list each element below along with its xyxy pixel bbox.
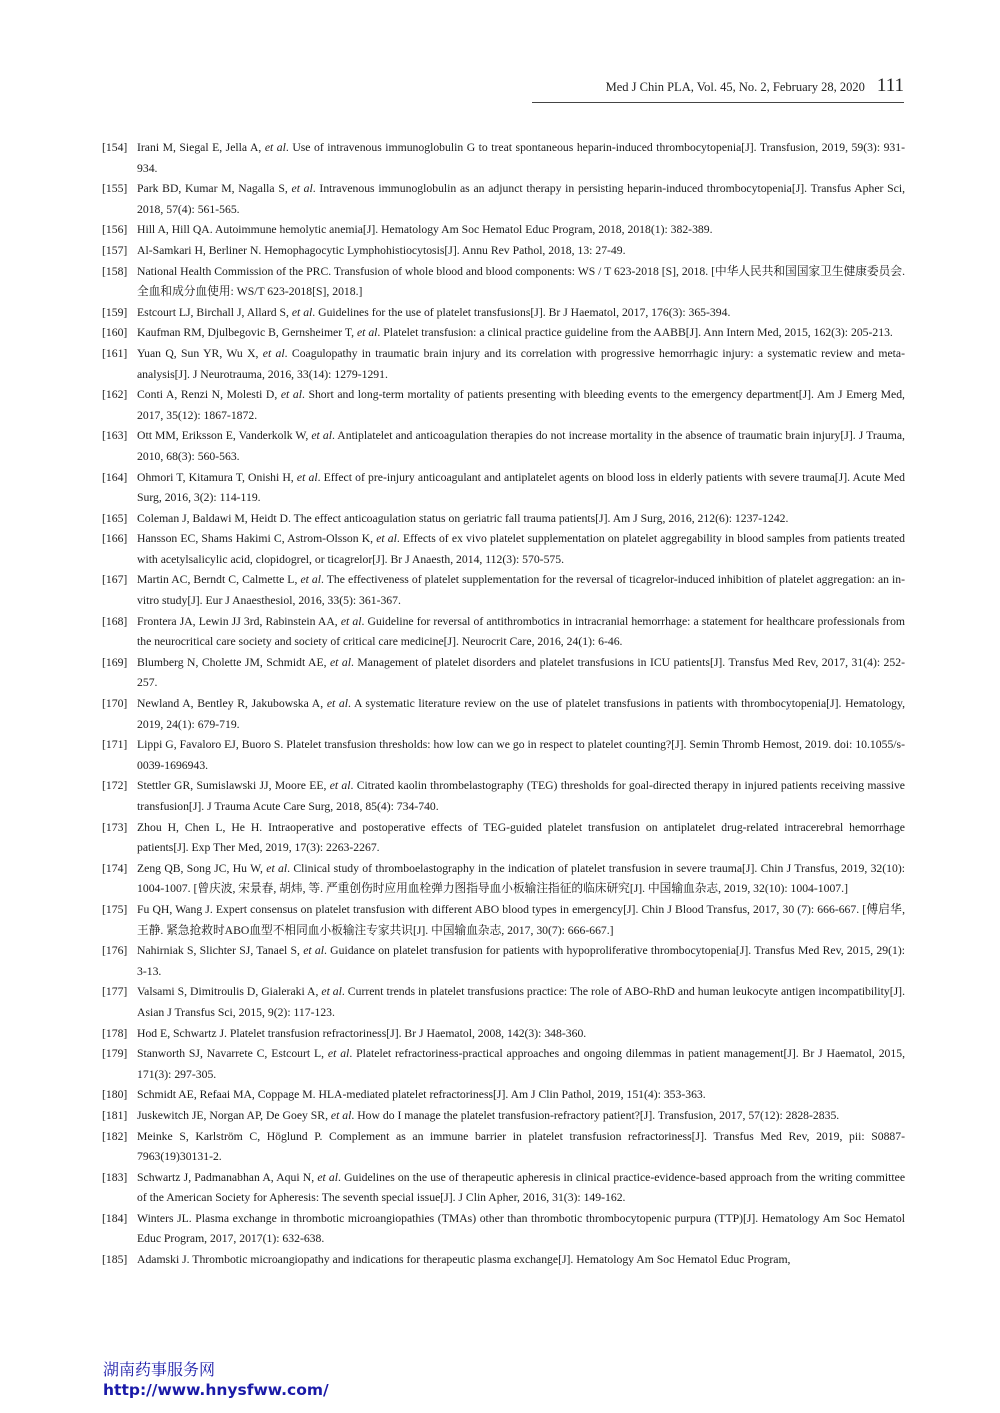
reference-list bbox=[102, 138, 905, 1271]
reference-text-main: Al-Samkari H, Berliner N. Hemophagocytic Lymphohistiocytosis[J]. Annu Rev Pathol, 2018, 13: 27-49. bbox=[137, 243, 626, 257]
reference-et-al: et al bbox=[330, 1108, 352, 1122]
reference-text-rest: . Antiplatelet and anticoagulation therapies do not increase mortality in the absence of traumatic brain injury[J]. J Trauma, 2010, 68(3): 560-563. bbox=[137, 429, 905, 463]
reference-number: [156] bbox=[102, 223, 128, 237]
reference-text bbox=[137, 220, 905, 241]
reference-item bbox=[102, 468, 905, 509]
reference-text bbox=[137, 1127, 905, 1168]
reference-number: [179] bbox=[102, 1047, 128, 1061]
reference-et-al: et al bbox=[291, 182, 313, 196]
reference-text-rest: . Guidelines on the use of therapeutic apheresis in clinical practice-evidence-based approach from the writing committee of the American Society for Apheresis: The seventh special issue[J]. J Clin Apher, 2016, 31(3): 149-162. bbox=[137, 1170, 906, 1205]
reference-item bbox=[102, 1044, 905, 1085]
reference-text bbox=[137, 653, 905, 694]
reference-text bbox=[137, 900, 905, 941]
reference-text-rest: . Intravenous immunoglobulin as an adjunct therapy in persisting heparin-induced thrombocytopenia[J]. Transfus Apher Sci, 2018, 57(4): 561-565. bbox=[137, 182, 905, 216]
reference-et-al: et al bbox=[340, 614, 362, 628]
reference-number: [174] bbox=[102, 861, 128, 875]
reference-text bbox=[137, 303, 905, 324]
reference-et-al: et al bbox=[291, 305, 313, 319]
reference-text-rest: . Management of platelet disorders and platelet transfusions in ICU patients[J]. Transfus Med Rev, 2017, 31(4): 252-257. bbox=[137, 655, 905, 690]
reference-number: [165] bbox=[102, 511, 128, 525]
reference-text-main: Stettler GR, Sumislawski JJ, Moore EE, bbox=[137, 779, 330, 793]
reference-text-main: National Health Commission of the PRC. Transfusion of whole blood and blood components: WS / T 623-2018 [S], 2018. [中华人民共和国国家卫生健康委员会. 全血和成分血使用: WS/T 623-2018[S], 2018.] bbox=[137, 264, 905, 299]
reference-text-main: Kaufman RM, Djulbegovic B, Gernsheimer T, bbox=[137, 326, 357, 340]
reference-number: [177] bbox=[102, 985, 128, 999]
reference-text-main: Frontera JA, Lewin JJ 3rd, Rabinstein AA, bbox=[137, 614, 341, 628]
reference-number: [161] bbox=[102, 346, 128, 360]
reference-item bbox=[102, 344, 905, 385]
reference-text bbox=[137, 612, 905, 653]
reference-text-main: Yuan Q, Sun YR, Wu X, bbox=[137, 346, 263, 360]
reference-text bbox=[137, 982, 905, 1023]
reference-item bbox=[102, 653, 905, 694]
reference-number: [167] bbox=[102, 573, 128, 587]
reference-item bbox=[102, 1209, 905, 1250]
reference-text bbox=[137, 1085, 905, 1106]
reference-number: [162] bbox=[102, 388, 128, 402]
reference-number: [170] bbox=[102, 697, 128, 711]
reference-et-al: et al bbox=[327, 1047, 350, 1061]
reference-text-rest: . Platelet transfusion: a clinical practice guideline from the AABB[J]. Ann Intern Med, 2015, 162(3): 205-213. bbox=[377, 326, 893, 340]
reference-text-main: Schmidt AE, Refaai MA, Coppage M. HLA-mediated platelet refractoriness[J]. Am J Clin Pathol, 2019, 151(4): 353-363. bbox=[137, 1088, 706, 1102]
reference-text-main: Martin AC, Berndt C, Calmette L, bbox=[137, 573, 301, 587]
reference-text-rest: . Current trends in platelet transfusions practice: The role of ABO-RhD and human leukocyte antigen incompatibility[J]. Asian J Transfus Sci, 2015, 9(2): 117-123. bbox=[137, 985, 905, 1019]
reference-text bbox=[137, 1168, 905, 1209]
reference-et-al: et al bbox=[311, 429, 332, 443]
reference-text-main: Hill A, Hill QA. Autoimmune hemolytic anemia[J]. Hematology Am Soc Hematol Educ Program, 2018, 2018(1): 382-389. bbox=[137, 223, 713, 237]
reference-item bbox=[102, 982, 905, 1023]
reference-text-main: Zeng QB, Song JC, Hu W, bbox=[137, 861, 267, 875]
reference-et-al: et al bbox=[376, 532, 397, 546]
reference-item bbox=[102, 612, 905, 653]
reference-text-rest: . Guidelines for the use of platelet transfusions[J]. Br J Haematol, 2017, 176(3): 365-394. bbox=[312, 305, 731, 319]
reference-number: [160] bbox=[102, 326, 128, 340]
reference-text bbox=[137, 1024, 905, 1045]
reference-et-al: et al bbox=[296, 470, 318, 484]
watermark bbox=[103, 1360, 329, 1400]
reference-text-main: Hod E, Schwartz J. Platelet transfusion refractoriness[J]. Br J Haematol, 2008, 142(3): 348-360. bbox=[137, 1026, 587, 1040]
page-header bbox=[532, 72, 904, 103]
reference-text bbox=[137, 818, 905, 859]
reference-item bbox=[102, 303, 905, 324]
reference-text-main: Schwartz J, Padmanabhan A, Aqui N, bbox=[137, 1170, 318, 1184]
reference-number: [175] bbox=[102, 902, 128, 916]
reference-text-rest: . Guideline for reversal of antithrombotics in intracranial hemorrhage: a statement for healthcare professionals from the neurocritical care society and society of critical care medicine[J]. Neurocrit Care, 2016, 24(1): 6-46. bbox=[137, 614, 906, 649]
reference-text bbox=[137, 570, 905, 611]
reference-text bbox=[137, 509, 905, 530]
reference-item bbox=[102, 509, 905, 530]
reference-et-al: et al bbox=[321, 985, 342, 999]
reference-et-al: et al bbox=[330, 655, 351, 669]
reference-item bbox=[102, 323, 905, 344]
reference-text-rest: . How do I manage the platelet transfusion-refractory patient?[J]. Transfusion, 2017, 57(12): 2828-2835. bbox=[351, 1108, 840, 1122]
reference-et-al: et al bbox=[303, 944, 324, 958]
reference-text-rest: . Coagulopathy in traumatic brain injury and its correlation with progressive hemorrhagic injury: a systematic review and meta-analysis[J]. J Neurotrauma, 2016, 33(14): 1279-1291. bbox=[137, 346, 905, 381]
reference-item bbox=[102, 385, 905, 426]
reference-item bbox=[102, 529, 905, 570]
reference-text-main: Newland A, Bentley R, Jakubowska A, bbox=[137, 697, 327, 711]
reference-text-rest: . Use of intravenous immunoglobulin G to treat spontaneous heparin-induced thrombocytopenia[J]. Transfusion, 2019, 59(3): 931-934. bbox=[137, 141, 905, 175]
reference-text bbox=[137, 694, 905, 735]
reference-number: [158] bbox=[102, 264, 128, 278]
journal-info: Med J Chin PLA, Vol. 45, No. 2, February 28, 2020 bbox=[605, 80, 865, 94]
reference-text bbox=[137, 468, 905, 509]
reference-number: [182] bbox=[102, 1129, 128, 1143]
reference-et-al: et al bbox=[300, 573, 322, 587]
reference-item bbox=[102, 241, 905, 262]
reference-number: [166] bbox=[102, 532, 128, 546]
reference-text-rest: . Platelet refractoriness-practical approaches and ongoing dilemmas in patient management[J]. Br J Haematol, 2015, 171(3): 297-305. bbox=[137, 1047, 905, 1081]
reference-number: [183] bbox=[102, 1170, 128, 1184]
reference-text-main: Nahirniak S, Slichter SJ, Tanael S, bbox=[137, 944, 304, 958]
reference-et-al: et al bbox=[329, 779, 351, 793]
reference-et-al: et al bbox=[280, 388, 302, 402]
reference-text-rest: . Effect of pre-injury anticoagulant and antiplatelet agents on blood loss in elderly patients with severe trauma[J]. Acute Med Surg, 2016, 3(2): 114-119. bbox=[137, 470, 905, 505]
reference-text bbox=[137, 735, 905, 776]
reference-text-rest: . Short and long-term mortality of patients presenting with bleeding events to the emergency department[J]. Am J Emerg Med, 2017, 35(12): 1867-1872. bbox=[137, 388, 905, 422]
reference-text bbox=[137, 426, 905, 467]
reference-text bbox=[137, 1044, 905, 1085]
reference-number: [159] bbox=[102, 305, 128, 319]
reference-number: [154] bbox=[102, 141, 128, 154]
reference-text bbox=[137, 241, 905, 262]
reference-text-rest: . Effects of ex vivo platelet supplementation on platelet aggregability in blood samples from patients treated with acetylsalicylic acid, clopidogrel, or ticagrelor[J]. Br J Anaesth, 2014, 112(3): 570-575. bbox=[137, 532, 905, 566]
reference-text-rest: . Citrated kaolin thrombelastography (TEG) thresholds for goal-directed therapy in injured patients receiving massive transfusion[J]. J Trauma Acute Care Surg, 2018, 85(4): 734-740. bbox=[137, 779, 905, 813]
reference-text-rest: . Clinical study of thromboelastography in the indication of platelet transfusion in severe trauma[J]. Chin J Transfus, 2019, 32(10): 1004-1007. [曾庆波, 宋景春, 胡炜, 等. 严重创伤时应用血栓弹力图指导血小板输注指征的临床研究[J]. 中国输血杂志, 2019, 32(10): 1004-1007.] bbox=[137, 861, 905, 896]
page-number: 111 bbox=[876, 75, 904, 96]
reference-text-rest: . Guidance on platelet transfusion for patients with hypoproliferative thrombocytopenia[J]. Transfus Med Rev, 2015, 29(1): 3-13. bbox=[137, 944, 905, 978]
reference-number: [157] bbox=[102, 243, 128, 257]
reference-text-main: Lippi G, Favaloro EJ, Buoro S. Platelet transfusion thresholds: how low can we go in respect to platelet counting?[J]. Semin Thromb Hemost, 2019. doi: 10.1055/s-0039-1696943. bbox=[137, 738, 905, 772]
reference-number: [184] bbox=[102, 1211, 128, 1225]
reference-text bbox=[137, 1209, 905, 1250]
reference-et-al: et al bbox=[266, 861, 288, 875]
reference-item bbox=[102, 426, 905, 467]
reference-item bbox=[102, 1085, 905, 1106]
reference-number: [168] bbox=[102, 614, 128, 628]
reference-number: [155] bbox=[102, 182, 128, 196]
reference-item bbox=[102, 859, 905, 900]
reference-text bbox=[137, 776, 905, 817]
reference-item bbox=[102, 1106, 905, 1127]
reference-text-main: Blumberg N, Cholette JM, Schmidt AE, bbox=[137, 655, 330, 669]
reference-text-rest: . A systematic literature review on the use of platelet transfusions in patients with thrombocytopenia[J]. Hematology, 2019, 24(1): 679-719. bbox=[137, 697, 906, 731]
reference-number: [172] bbox=[102, 779, 128, 793]
reference-item bbox=[102, 818, 905, 859]
reference-item bbox=[102, 941, 905, 982]
reference-number: [176] bbox=[102, 944, 128, 958]
reference-text bbox=[137, 529, 905, 570]
reference-text-main: Meinke S, Karlström C, Höglund P. Complement as an immune barrier in platelet transfusion refractoriness[J]. Transfus Med Rev, 2019, pii: S0887-7963(19)30131-2. bbox=[137, 1129, 905, 1164]
reference-et-al: et al bbox=[262, 346, 285, 360]
reference-number: [163] bbox=[102, 429, 128, 443]
reference-item bbox=[102, 1250, 905, 1271]
reference-text-main: Juskewitch JE, Norgan AP, De Goey SR, bbox=[137, 1108, 331, 1122]
reference-number: [181] bbox=[102, 1108, 128, 1122]
reference-item bbox=[102, 1127, 905, 1168]
reference-text-rest: . The effectiveness of platelet supplementation for the reversal of ticagrelor-induced inhibition of platelet aggregation: an in-vitro study[J]. Eur J Anaesthesiol, 2016, 33(5): 361-367. bbox=[137, 573, 906, 608]
reference-number: [173] bbox=[102, 820, 128, 834]
reference-text-main: Adamski J. Thrombotic microangiopathy and indications for therapeutic plasma exchange[J]. Hematology Am Soc Hematol Educ Program, bbox=[137, 1253, 791, 1267]
reference-number: [164] bbox=[102, 470, 128, 484]
reference-text-main: Conti A, Renzi N, Molesti D, bbox=[137, 388, 281, 402]
reference-text bbox=[137, 1250, 905, 1271]
watermark-url[interactable]: http://www.hnysfww.com/ bbox=[103, 1381, 329, 1399]
reference-text-main: Irani M, Siegal E, Jella A, bbox=[137, 141, 265, 154]
reference-text bbox=[137, 179, 905, 220]
reference-text-main: Ohmori T, Kitamura T, Onishi H, bbox=[137, 470, 297, 484]
reference-text bbox=[137, 859, 905, 900]
reference-number: [185] bbox=[102, 1253, 128, 1267]
reference-text-main: Fu QH, Wang J. Expert consensus on platelet transfusion with different ABO blood types in emergency[J]. Chin J Blood Transfus, 2017, 30 (7): 666-667. [傅启华, 王静. 紧急抢救时ABO血型不相同血小板输注专家共识[J]. 中国输血杂志, 2017, 30(7): 666-667.] bbox=[137, 902, 905, 937]
reference-item bbox=[102, 694, 905, 735]
reference-text bbox=[137, 1106, 905, 1127]
reference-text-main: Ott MM, Eriksson E, Vanderkolk W, bbox=[137, 429, 312, 443]
watermark-site-name: 湖南药事服务网 bbox=[103, 1360, 216, 1379]
reference-text-main: Coleman J, Baldawi M, Heidt D. The effect anticoagulation status on geriatric fall trauma patients[J]. Am J Surg, 2016, 212(6): 1237-1242. bbox=[137, 511, 789, 525]
reference-number: [169] bbox=[102, 655, 128, 669]
reference-text bbox=[137, 941, 905, 982]
reference-item bbox=[102, 1168, 905, 1209]
reference-text bbox=[137, 138, 905, 179]
reference-text-main: Stanworth SJ, Navarrete C, Estcourt L, bbox=[137, 1047, 328, 1061]
reference-item bbox=[102, 262, 905, 303]
reference-item bbox=[102, 570, 905, 611]
reference-text-main: Hansson EC, Shams Hakimi C, Astrom-Olsson K, bbox=[137, 532, 377, 546]
reference-text bbox=[137, 262, 905, 303]
reference-item bbox=[102, 776, 905, 817]
reference-text-main: Valsami S, Dimitroulis D, Gialeraki A, bbox=[137, 985, 322, 999]
reference-text bbox=[137, 344, 905, 385]
reference-text-main: Estcourt LJ, Birchall J, Allard S, bbox=[137, 305, 292, 319]
reference-text-main: Zhou H, Chen L, He H. Intraoperative and postoperative effects of TEG-guided platelet transfusion on antiplatelet drug-related intracerebral hemorrhage patients[J]. Exp Ther Med, 2019, 17(3): 2263-2267. bbox=[137, 820, 905, 855]
reference-number: [171] bbox=[102, 738, 128, 752]
reference-et-al: et al bbox=[326, 697, 349, 711]
reference-item bbox=[102, 220, 905, 241]
reference-item bbox=[102, 138, 905, 179]
reference-item bbox=[102, 900, 905, 941]
reference-et-al: et al bbox=[356, 326, 378, 340]
reference-item bbox=[102, 179, 905, 220]
reference-et-al: et al bbox=[264, 141, 286, 154]
reference-text-main: Park BD, Kumar M, Nagalla S, bbox=[137, 182, 292, 196]
reference-text bbox=[137, 323, 905, 344]
reference-number: [180] bbox=[102, 1088, 128, 1102]
reference-item bbox=[102, 1024, 905, 1045]
reference-text-main: Winters JL. Plasma exchange in thrombotic microangiopathies (TMAs) other than thrombotic thrombocytopenic purpura (TTP)[J]. Hematology Am Soc Hematol Educ Program, 2017, 2017(1): 632-638. bbox=[137, 1211, 905, 1246]
reference-item bbox=[102, 735, 905, 776]
reference-number: [178] bbox=[102, 1026, 128, 1040]
reference-text bbox=[137, 385, 905, 426]
reference-et-al: et al bbox=[317, 1170, 339, 1184]
